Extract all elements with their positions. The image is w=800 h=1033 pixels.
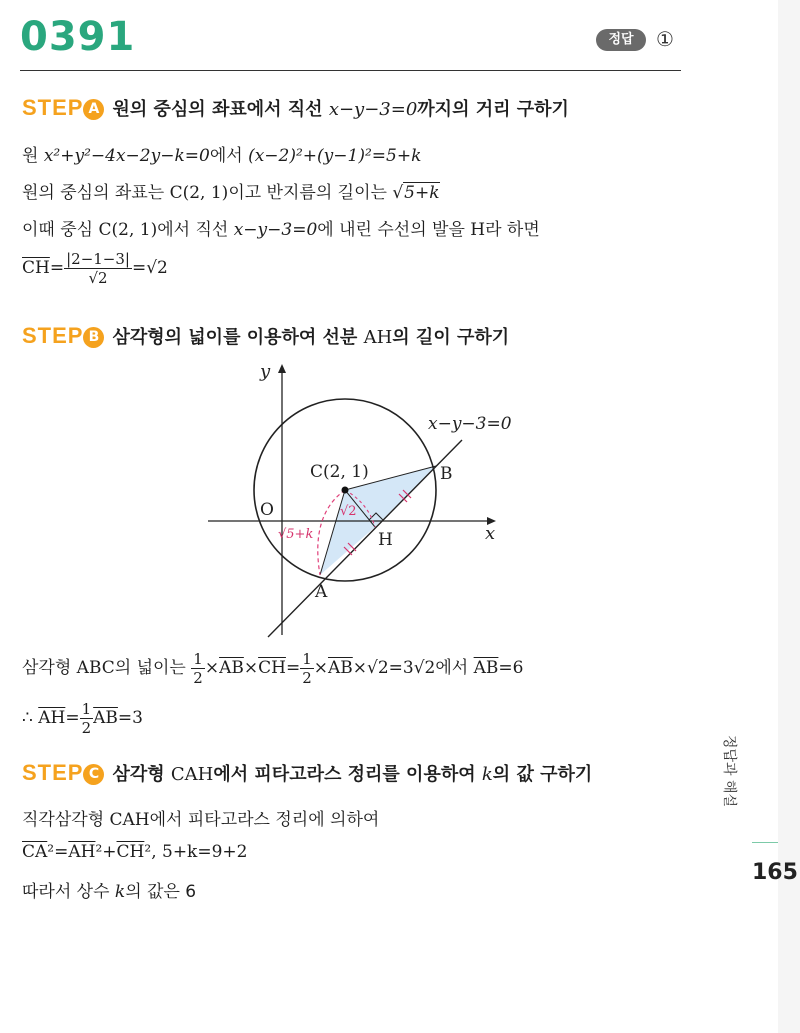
line-equation-label: x−y−3=0 (428, 414, 512, 434)
fraction-denominator: 2 (81, 719, 92, 737)
sqrt2-label: √2 (340, 504, 357, 519)
triangle-cah: CAH (170, 764, 214, 785)
text: 직각삼각형 (22, 810, 110, 830)
fraction-numerator: 1 (81, 700, 92, 718)
step-word: STEP (22, 760, 84, 785)
step-word: STEP (22, 323, 84, 348)
equals: = (49, 258, 65, 278)
fraction-numerator: |2−1−3| (66, 250, 130, 268)
fraction-numerator: 1 (302, 650, 312, 668)
ah-result: =3 (117, 708, 143, 728)
sqrt-symbol: √ (392, 183, 404, 203)
segment-ab: $\overline{AB}$ (219, 658, 244, 678)
step-c-line-3-answer (22, 877, 196, 902)
step-b-ah-line (22, 700, 143, 737)
segment-ab: $\overline{AB}$ (327, 658, 353, 678)
variable-k: k (114, 882, 126, 902)
center-point (342, 487, 349, 494)
step-c-badge: C (83, 764, 104, 785)
step-a-badge: A (83, 99, 104, 120)
step-c-title-text-mid: 에서 피타고라스 정리를 이용하여 (213, 764, 482, 785)
text: 에서 피타고라스 정리에 의하여 (149, 810, 380, 830)
segment-ah: $\overline{AH}$ (38, 708, 66, 728)
step-a-title-equation: x−y−3=0 (328, 99, 418, 120)
text: 에서 직선 (157, 220, 234, 240)
center-coordinate: C(2, 1) (98, 220, 158, 240)
text: 이고 반지름의 길이는 (228, 183, 393, 203)
point-h: H (470, 220, 486, 240)
step-b-title-text: 삼각형의 넓이를 이용하여 선분 (112, 327, 364, 348)
text: 따라서 상수 (22, 882, 115, 902)
step-c-title-text-end: 의 값 구하기 (492, 764, 593, 785)
center-coordinate: C(2, 1) (169, 183, 229, 203)
point-a-label: A (315, 582, 328, 602)
step-a-line-4-distance (22, 250, 168, 287)
step-b-heading (22, 323, 509, 349)
step-a-line-1 (22, 141, 421, 166)
problem-number: 0391 (20, 14, 136, 60)
step-a-title-text-end: 까지의 거리 구하기 (417, 99, 569, 120)
distance-result: =√2 (131, 258, 168, 278)
text: 에서 (209, 146, 249, 166)
therefore-symbol: ∴ (22, 708, 39, 728)
segment-ch: $\overline{CH}$ (22, 258, 50, 278)
origin-label: O (260, 500, 274, 520)
half-fraction (191, 650, 205, 687)
segment-ch: $\overline{CH}$ (258, 658, 286, 678)
center-label: C(2, 1) (310, 462, 369, 482)
times: × (204, 658, 220, 678)
times: × (243, 658, 259, 678)
text: 원 (22, 146, 44, 166)
step-b-title-segment: AH (363, 327, 393, 348)
fraction-denominator: 2 (302, 669, 312, 687)
triangle-abc: ABC (76, 658, 115, 678)
half-fraction (300, 650, 314, 687)
text: 의 넓이는 (114, 658, 192, 678)
area-value: ×√2=3√2 (352, 658, 436, 678)
step-a-line-3 (22, 215, 540, 240)
step-word: STEP (22, 95, 84, 120)
step-b-title-text-end: 의 길이 구하기 (392, 327, 510, 348)
text: ²= (47, 842, 69, 862)
y-axis-arrow (278, 364, 286, 373)
half-fraction (80, 700, 94, 737)
step-c-line-2-pythagoras (22, 842, 247, 862)
page-number: 165 (752, 860, 798, 885)
pythagoras-result: ², 5+k=9+2 (144, 842, 248, 862)
text: 라 하면 (485, 220, 540, 240)
standard-form-equation: (x−2)²+(y−1)²=5+k (248, 146, 422, 166)
step-c-title-text: 삼각형 (112, 764, 171, 785)
y-axis-label: y (260, 361, 271, 382)
final-answer: 의 값은 6 (125, 882, 197, 902)
segment-ab: $\overline{AB}$ (93, 708, 118, 728)
step-a-title-text: 원의 중심의 좌표에서 직선 (112, 99, 329, 120)
triangle-cah: CAH (109, 810, 150, 830)
header-divider (20, 70, 681, 71)
segment-ch: $\overline{CH}$ (116, 842, 145, 862)
step-c-line-1 (22, 805, 379, 830)
step-a-line-2 (22, 178, 440, 203)
side-section-label: 정답과 해설 (721, 735, 737, 808)
text: ²+ (95, 842, 117, 862)
fraction-denominator: 2 (193, 669, 203, 687)
side-divider (752, 842, 778, 843)
equals: = (65, 708, 80, 728)
geometry-figure (200, 355, 540, 645)
line-equation: x−y−3=0 (233, 220, 318, 240)
text: 에서 (435, 658, 474, 678)
text: 에 내린 수선의 발을 (317, 220, 471, 240)
step-b-area-line (22, 650, 523, 687)
times: × (313, 658, 328, 678)
radius-label: √5+k (278, 527, 314, 542)
circle-equation: x²+y²−4x−2y−k=0 (43, 146, 210, 166)
variable-k: k (481, 764, 493, 785)
answer-choice: ① (656, 27, 674, 51)
text: 이때 중심 (22, 220, 99, 240)
point-b-label: B (440, 464, 453, 484)
step-b-badge: B (83, 327, 104, 348)
segment-ab: $\overline{AB}$ (473, 658, 499, 678)
step-a-heading (22, 95, 569, 121)
answer-badge: 정답 (596, 29, 646, 51)
step-c-heading (22, 760, 592, 786)
fraction-numerator: 1 (193, 650, 203, 668)
segment-ca: $\overline{CA}$ (22, 842, 48, 862)
text: 삼각형 (22, 658, 77, 678)
segment-ah: $\overline{AH}$ (68, 842, 96, 862)
ab-result: =6 (498, 658, 524, 678)
equals: = (285, 658, 301, 678)
x-axis-label: x (485, 523, 496, 544)
point-h-label: H (378, 530, 393, 550)
radius-value: 5+k (404, 183, 440, 203)
distance-fraction (64, 250, 132, 287)
fraction-denominator: √2 (88, 269, 108, 287)
text: 원의 중심의 좌표는 (22, 183, 170, 203)
